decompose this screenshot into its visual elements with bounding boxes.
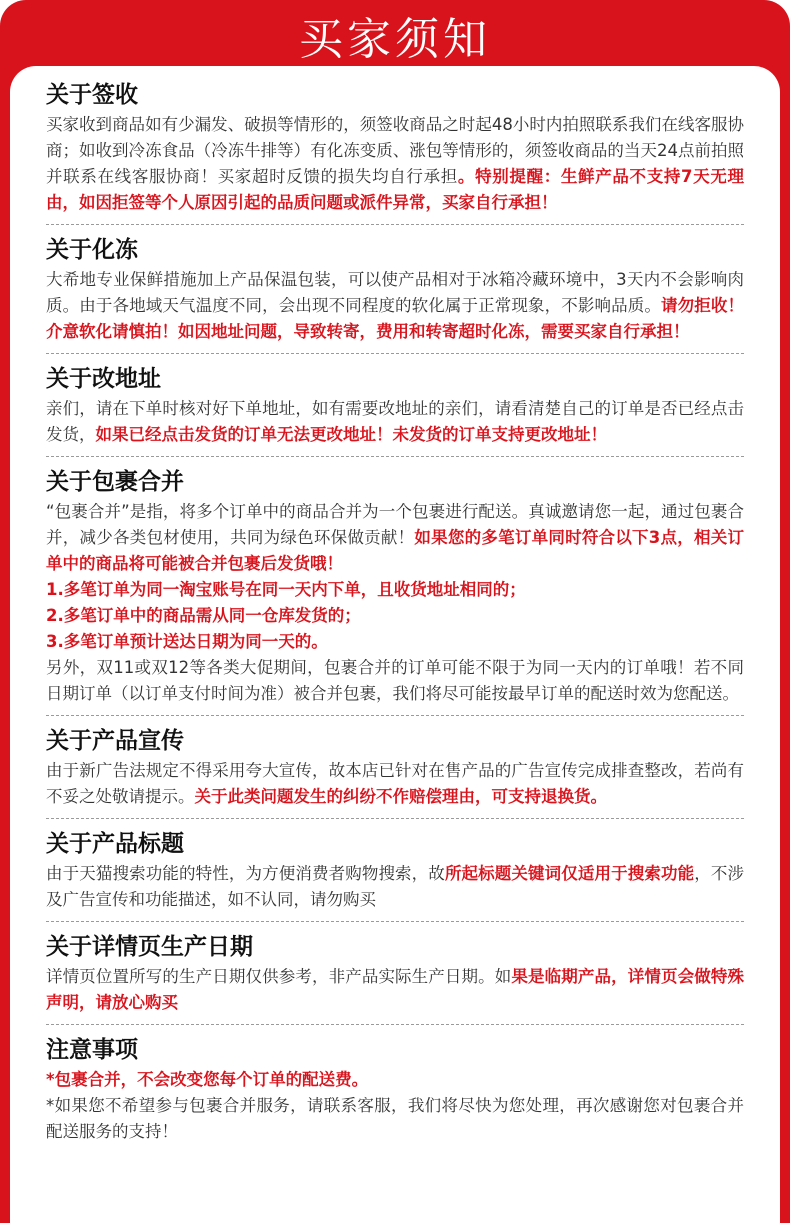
highlight-text: 果是临期产品，详情页会做特殊声明，请放心购买 (46, 967, 745, 1012)
section-paragraph (46, 964, 744, 1016)
notice-section (46, 827, 744, 922)
section-title: 关于包裹合并 (46, 469, 184, 495)
highlight-text: 所起标题关键词仅适用于搜索功能 (444, 864, 695, 883)
highlight-text: 如果已经点击发货的订单无法更改地址！未发货的订单支持更改地址！ (95, 425, 607, 444)
notice-section (46, 930, 744, 1025)
notice-panel (10, 66, 780, 1223)
highlight-text: 关于此类问题发生的纠纷不作赔偿理由，可支持退换货。 (194, 787, 607, 806)
body-text: 买家收到商品如有少漏发、破损等情形的，须签收商品之时起48小时内拍照联系我们在线客服协商；如收到冷冻食品（冷冻牛排等）有化冻变质、涨包等情形的，须签收商品的当天24点前拍照并联系在线客服协商！买家超时反馈的损失均自行承担 (46, 115, 744, 186)
highlight-text: 1.多笔订单为同一淘宝账号在同一天内下单，且收货地址相同的； (46, 580, 526, 599)
highlight-text: 。特别提醒：生鲜产品不支持7天无理由，如因拒签等个人原因引起的品质问题或派件异常，买家自行承担！ (46, 167, 745, 212)
section-title: 关于产品标题 (46, 831, 184, 857)
highlight-text: 2.多笔订单中的商品需从同一仓库发货的； (46, 606, 361, 625)
section-title: 关于改地址 (46, 366, 161, 392)
section-paragraph (46, 603, 744, 629)
notice-section (46, 1033, 744, 1153)
section-paragraph (46, 396, 744, 448)
notice-section (46, 362, 744, 457)
section-title: 注意事项 (46, 1037, 138, 1063)
section-paragraph (46, 499, 744, 577)
section-title: 关于产品宣传 (46, 728, 184, 754)
notice-section (46, 465, 744, 716)
section-paragraph (46, 758, 744, 810)
body-text: 详情页位置所写的生产日期仅供参考，非产品实际生产日期。如 (46, 967, 512, 986)
section-paragraph (46, 577, 744, 603)
highlight-text: *包裹合并，不会改变您每个订单的配送费。 (46, 1070, 369, 1089)
body-text: “包裹合并”是指，将多个订单中的商品合并为一个包裹进行配送。真诚邀请您一起，通过包裹合并，减少各类包材使用，共同为绿色环保做贡献！ (46, 502, 744, 547)
header (0, 0, 790, 70)
section-title: 关于详情页生产日期 (46, 934, 253, 960)
notice-section (46, 78, 744, 225)
section-paragraph (46, 112, 744, 216)
body-text: 亲们，请在下单时核对好下单地址，如有需要改地址的亲们，请看清楚自己的订单是否已经点击发货， (46, 399, 744, 444)
notice-section (46, 724, 744, 819)
section-paragraph (46, 1067, 744, 1093)
body-text: ，不涉及广告宣传和功能描述，如不认同，请勿购买 (46, 864, 745, 909)
page-title: 买家须知 (299, 14, 491, 65)
body-text: 由于天猫搜索功能的特性，为方便消费者购物搜索，故 (46, 864, 445, 883)
section-paragraph (46, 861, 744, 913)
section-title: 关于签收 (46, 82, 138, 108)
highlight-text: 请勿拒收！介意软化请慎拍！如因地址问题，导致转寄，费用和转寄超时化冻，需要买家自行承担！ (46, 296, 745, 341)
section-title: 关于化冻 (46, 237, 138, 263)
section-paragraph (46, 267, 744, 345)
body-text: 大希地专业保鲜措施加上产品保温包装，可以使产品相对于冰箱冷藏环境中，3天内不会影响肉质。由于各地域天气温度不同，会出现不同程度的软化属于正常现象，不影响品质。 (46, 270, 744, 315)
section-paragraph (46, 1093, 744, 1145)
notice-section (46, 233, 744, 354)
highlight-text: 3.多笔订单预计送达日期为同一天的。 (46, 632, 328, 651)
section-paragraph (46, 629, 744, 655)
body-text: 另外，双11或双12等各类大促期间，包裹合并的订单可能不限于为同一天内的订单哦！若不同日期订单（以订单支付时间为准）被合并包裹，我们将尽可能按最早订单的配送时效为您配送。 (46, 658, 744, 703)
body-text: 由于新广告法规定不得采用夸大宣传，故本店已针对在售产品的广告宣传完成排查整改，若尚有不妥之处敬请提示。 (46, 761, 744, 806)
highlight-text: 如果您的多笔订单同时符合以下3点，相关订单中的商品将可能被合并包裹后发货哦！ (46, 528, 744, 573)
body-text: *如果您不希望参与包裹合并服务，请联系客服，我们将尽快为您处理，再次感谢您对包裹合并配送服务的支持！ (46, 1096, 744, 1141)
section-paragraph (46, 655, 744, 707)
